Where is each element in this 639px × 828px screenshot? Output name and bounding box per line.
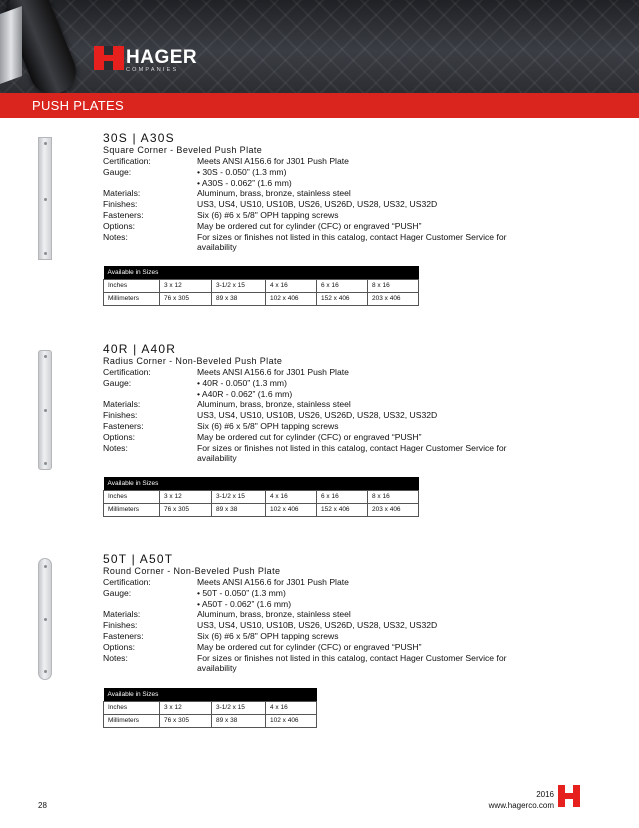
finishes-value: US3, US4, US10, US10B, US26, US26D, US28, US32, US32D [197,410,438,421]
table-cell: 3 x 12 [160,490,212,503]
sizes-caption: Available in Sizes [104,266,419,279]
table-cell: 4 x 16 [266,490,317,503]
table-cell: 3 x 12 [160,701,212,714]
product-code: 30S | A30S [103,131,175,145]
row-label: Inches [104,490,160,503]
product-subtitle: Round Corner - Non-Beveled Push Plate [103,566,281,576]
spec-label: Notes: [103,652,128,663]
row-label: Millimeters [104,292,160,305]
table-cell: 89 x 38 [212,503,266,516]
table-cell: 152 x 406 [317,292,368,305]
table-cell: 76 x 305 [160,714,212,727]
table-cell: 89 x 38 [212,714,266,727]
spec-label: Fasteners: [103,209,144,220]
row-label: Millimeters [104,714,160,727]
screw-hole-icon [44,252,47,255]
spec-label: Materials: [103,188,141,199]
certification-value: Meets ANSI A156.6 for J301 Push Plate [197,367,349,377]
table-row [104,714,317,727]
product-specs [103,367,543,464]
materials-value: Aluminum, brass, bronze, stainless steel [197,188,351,199]
spec-label: Notes: [103,231,128,242]
table-cell: 76 x 305 [160,292,212,305]
table-cell: 3-1/2 x 15 [212,490,266,503]
materials-value: Aluminum, brass, bronze, stainless steel [197,609,351,620]
fasteners-value: Six (6) #6 x 5/8" OPH tapping screws [197,630,339,641]
screw-hole-icon [44,618,47,621]
table-row [104,490,419,503]
spec-label: Options: [103,431,136,442]
radius-push-plate-image [38,350,52,470]
table-row [104,292,419,305]
table-cell: 6 x 16 [317,490,368,503]
table-cell: 8 x 16 [368,279,419,292]
product-subtitle: Radius Corner - Non-Beveled Push Plate [103,356,283,366]
fasteners-value: Six (6) #6 x 5/8" OPH tapping screws [197,209,339,220]
table-cell: 6 x 16 [317,279,368,292]
table-cell: 203 x 406 [368,292,419,305]
spec-label: Finishes: [103,199,138,210]
table-cell: 8 x 16 [368,490,419,503]
square-push-plate-image [38,137,52,260]
sizes-caption: Available in Sizes [104,688,317,701]
page-title: PUSH PLATES [32,98,124,113]
row-label: Millimeters [104,503,160,516]
finishes-value: US3, US4, US10, US10B, US26, US26D, US28, US32, US32D [197,199,438,210]
table-cell: 4 x 16 [266,701,317,714]
screw-hole-icon [44,409,47,412]
table-row [104,503,419,516]
table-cell: 102 x 406 [266,503,317,516]
table-cell: 76 x 305 [160,503,212,516]
spec-label: Options: [103,641,136,652]
materials-value: Aluminum, brass, bronze, stainless steel [197,399,351,410]
table-row [104,701,317,714]
gauge-value: • 30S - 0.050” (1.3 mm) [197,166,287,177]
spec-label: Certification: [103,577,151,587]
spec-label: Finishes: [103,620,138,631]
door-plate-image [0,6,22,84]
gauge-value: • 40R - 0.050” (1.3 mm) [197,377,287,388]
spec-label: Gauge: [103,166,132,177]
table-cell: 4 x 16 [266,279,317,292]
table-cell: 89 x 38 [212,292,266,305]
spec-label: Gauge: [103,377,132,388]
screw-hole-icon [44,198,47,201]
gauge-value: • A50T - 0.062” (1.6 mm) [197,598,292,609]
section-title-bar [0,93,639,118]
gauge-value: • A40R - 0.062” (1.6 mm) [197,388,293,399]
header-banner [0,0,639,93]
fasteners-value: Six (6) #6 x 5/8" OPH tapping screws [197,420,339,431]
sizes-caption: Available in Sizes [104,477,419,490]
finishes-value: US3, US4, US10, US10B, US26, US26D, US28, US32, US32D [197,620,438,631]
spec-label: Certification: [103,367,151,377]
website-link[interactable]: www.hagerco.com [488,801,554,810]
notes-value: For sizes or finishes not listed in this catalog, contact Hager Customer Service for availability [197,231,507,253]
table-cell: 3-1/2 x 15 [212,701,266,714]
sizes-table [103,688,317,728]
product-specs [103,577,543,674]
gauge-value: • A30S - 0.062” (1.6 mm) [197,177,292,188]
product-specs [103,156,543,253]
table-row [104,279,419,292]
table-cell: 102 x 406 [266,714,317,727]
spec-label: Materials: [103,399,141,410]
sizes-table [103,477,419,517]
notes-value: For sizes or finishes not listed in this catalog, contact Hager Customer Service for availability [197,652,507,674]
product-code: 50T | A50T [103,552,174,566]
gauge-value: • 50T - 0.050” (1.3 mm) [197,587,286,598]
certification-value: Meets ANSI A156.6 for J301 Push Plate [197,156,349,166]
screw-hole-icon [44,462,47,465]
round-push-plate-image [38,558,52,680]
table-cell: 203 x 406 [368,503,419,516]
spec-label: Options: [103,220,136,231]
table-cell: 3 x 12 [160,279,212,292]
options-value: May be ordered cut for cylinder (CFC) or engraved “PUSH” [197,220,422,231]
row-label: Inches [104,701,160,714]
screw-hole-icon [44,355,47,358]
row-label: Inches [104,279,160,292]
spec-label: Fasteners: [103,630,144,641]
brand-subtitle: COMPANIES [126,67,179,73]
table-cell: 3-1/2 x 15 [212,279,266,292]
brand-name: HAGER [126,47,198,68]
spec-label: Notes: [103,442,128,453]
table-cell: 152 x 406 [317,503,368,516]
notes-value: For sizes or finishes not listed in this catalog, contact Hager Customer Service for availability [197,442,507,464]
certification-value: Meets ANSI A156.6 for J301 Push Plate [197,577,349,587]
screw-hole-icon [44,565,47,568]
hager-footer-logo-icon [558,785,580,807]
spec-label: Certification: [103,156,151,166]
spec-label: Finishes: [103,410,138,421]
options-value: May be ordered cut for cylinder (CFC) or engraved “PUSH” [197,431,422,442]
product-subtitle: Square Corner - Beveled Push Plate [103,145,263,155]
page-number: 28 [38,801,47,810]
catalog-year: 2016 [536,790,554,799]
sizes-table [103,266,419,306]
hager-logo-icon [94,46,124,70]
spec-label: Fasteners: [103,420,144,431]
table-cell: 102 x 406 [266,292,317,305]
spec-label: Materials: [103,609,141,620]
screw-hole-icon [44,142,47,145]
screw-hole-icon [44,670,47,673]
product-code: 40R | A40R [103,342,177,356]
options-value: May be ordered cut for cylinder (CFC) or engraved “PUSH” [197,641,422,652]
spec-label: Gauge: [103,587,132,598]
